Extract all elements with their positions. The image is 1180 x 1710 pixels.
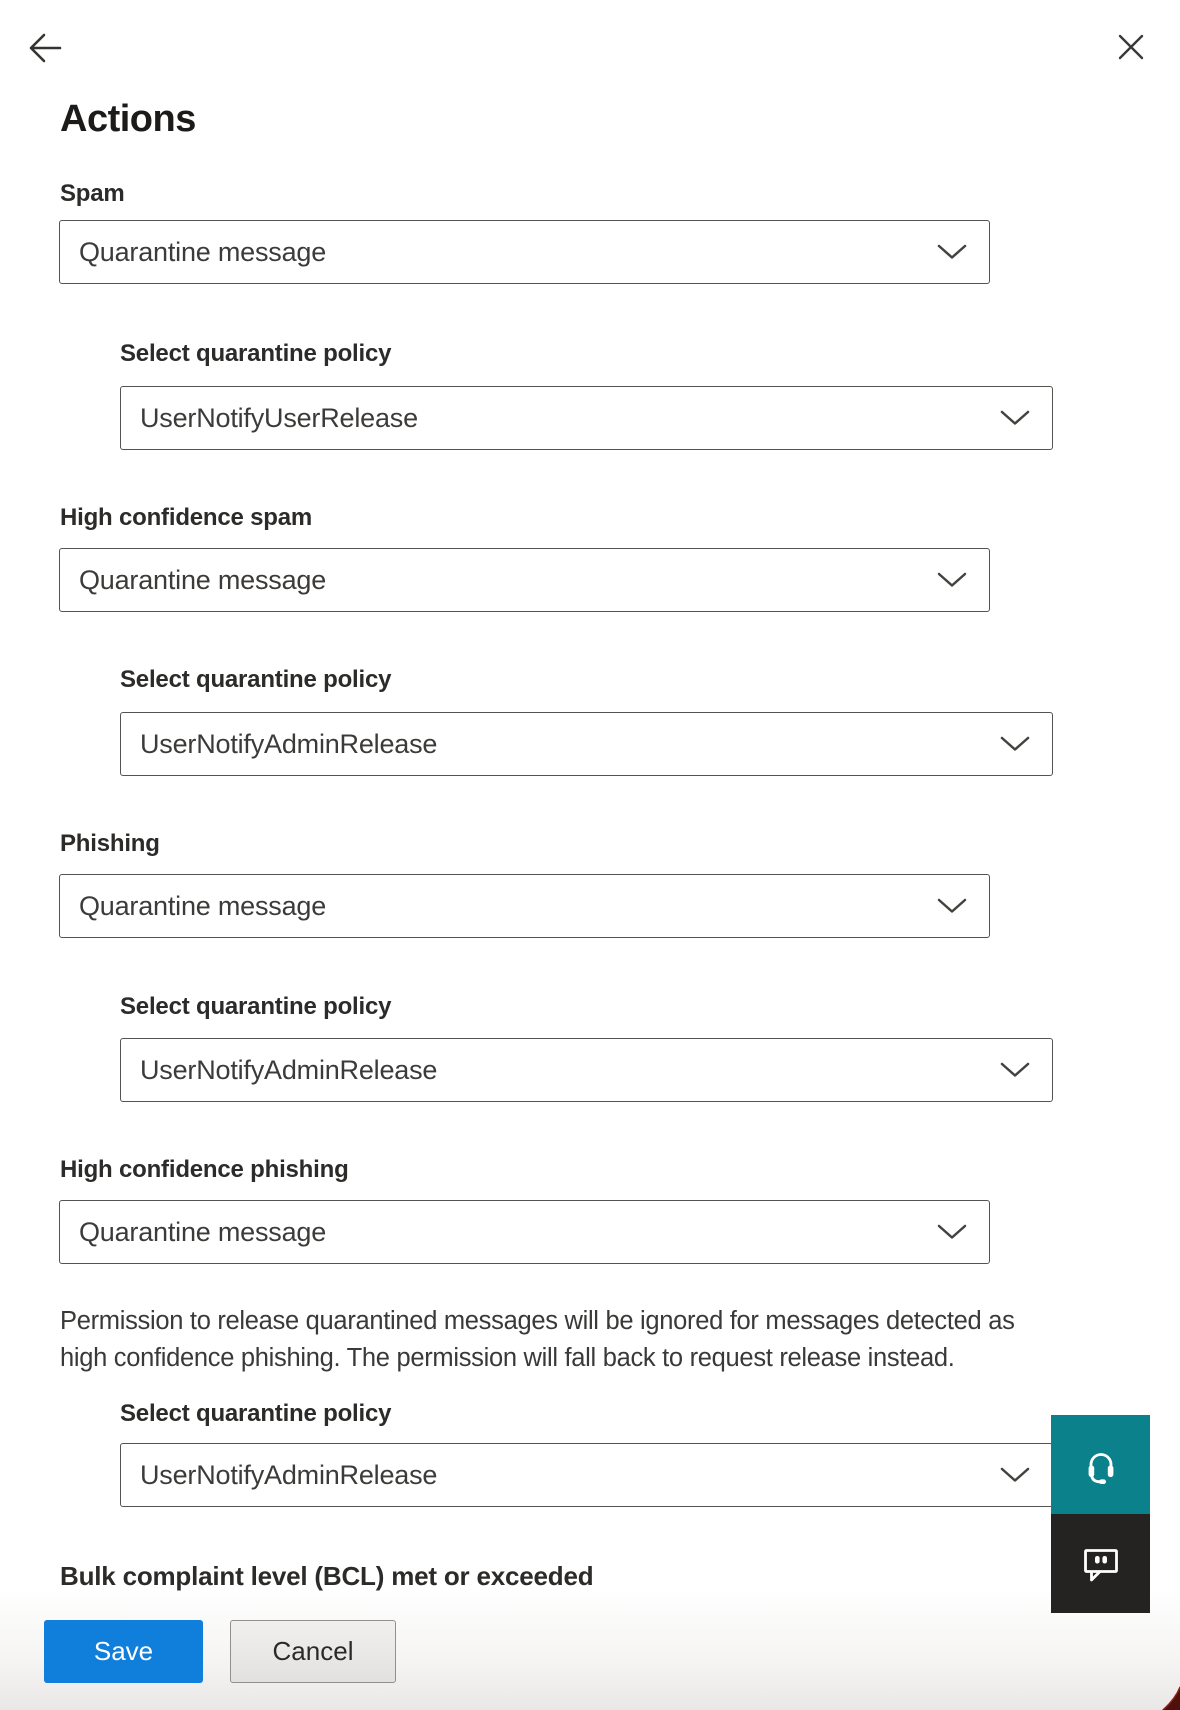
field-label-quarantine-policy: Select quarantine policy	[120, 993, 392, 1020]
cancel-button[interactable]: Cancel	[230, 1620, 396, 1683]
dropdown-value: UserNotifyAdminRelease	[140, 728, 438, 759]
corner-artifact	[1162, 1686, 1180, 1710]
page-title: Actions	[60, 98, 196, 140]
save-button[interactable]: Save	[44, 1620, 203, 1683]
chevron-down-icon	[1000, 1467, 1030, 1483]
back-arrow-icon	[27, 32, 63, 64]
high-confidence-phishing-action-dropdown[interactable]	[59, 1200, 990, 1264]
phishing-action-dropdown[interactable]	[59, 874, 990, 938]
chevron-down-icon	[937, 572, 967, 588]
chevron-down-icon	[1000, 1062, 1030, 1078]
high-confidence-spam-action-dropdown[interactable]	[59, 548, 990, 612]
dropdown-value: UserNotifyAdminRelease	[140, 1459, 438, 1490]
chat-feedback-icon	[1081, 1546, 1121, 1582]
chevron-down-icon	[937, 898, 967, 914]
field-label-quarantine-policy: Select quarantine policy	[120, 666, 392, 693]
close-icon	[1117, 33, 1145, 61]
dropdown-value: Quarantine message	[79, 236, 327, 267]
chevron-down-icon	[1000, 736, 1030, 752]
chevron-down-icon	[1000, 410, 1030, 426]
chevron-down-icon	[937, 1224, 967, 1240]
bulk-complaint-level-label: Bulk complaint level (BCL) met or exceeded	[60, 1561, 594, 1591]
phishing-quarantine-policy-dropdown[interactable]	[120, 1038, 1053, 1102]
note-line: Permission to release quarantined messages will be ignored for messages detected as	[60, 1307, 1015, 1335]
back-button[interactable]	[27, 32, 63, 64]
field-label-spam: Spam	[60, 180, 125, 207]
field-label-high-confidence-spam: High confidence spam	[60, 504, 313, 531]
footer-bar	[0, 1592, 1180, 1710]
dropdown-value: Quarantine message	[79, 1216, 327, 1247]
spam-action-dropdown[interactable]	[59, 220, 990, 284]
dropdown-value: UserNotifyAdminRelease	[140, 1054, 438, 1085]
note-line: high confidence phishing. The permission will fall back to request release instead.	[60, 1344, 955, 1372]
help-button[interactable]	[1051, 1415, 1150, 1514]
chevron-down-icon	[937, 244, 967, 260]
field-label-quarantine-policy: Select quarantine policy	[120, 1400, 392, 1427]
field-label-quarantine-policy: Select quarantine policy	[120, 340, 392, 367]
field-label-high-confidence-phishing: High confidence phishing	[60, 1156, 349, 1183]
feedback-button[interactable]	[1051, 1514, 1150, 1613]
dropdown-value: UserNotifyUserRelease	[140, 402, 418, 433]
dropdown-value: Quarantine message	[79, 890, 327, 921]
headset-icon	[1081, 1444, 1121, 1486]
close-button[interactable]	[1117, 33, 1145, 61]
high-confidence-phishing-quarantine-policy-dropdown[interactable]	[120, 1443, 1053, 1507]
high-confidence-spam-quarantine-policy-dropdown[interactable]	[120, 712, 1053, 776]
spam-quarantine-policy-dropdown[interactable]	[120, 386, 1053, 450]
field-label-phishing: Phishing	[60, 830, 160, 857]
dropdown-value: Quarantine message	[79, 564, 327, 595]
high-confidence-phishing-note	[60, 1303, 1015, 1377]
